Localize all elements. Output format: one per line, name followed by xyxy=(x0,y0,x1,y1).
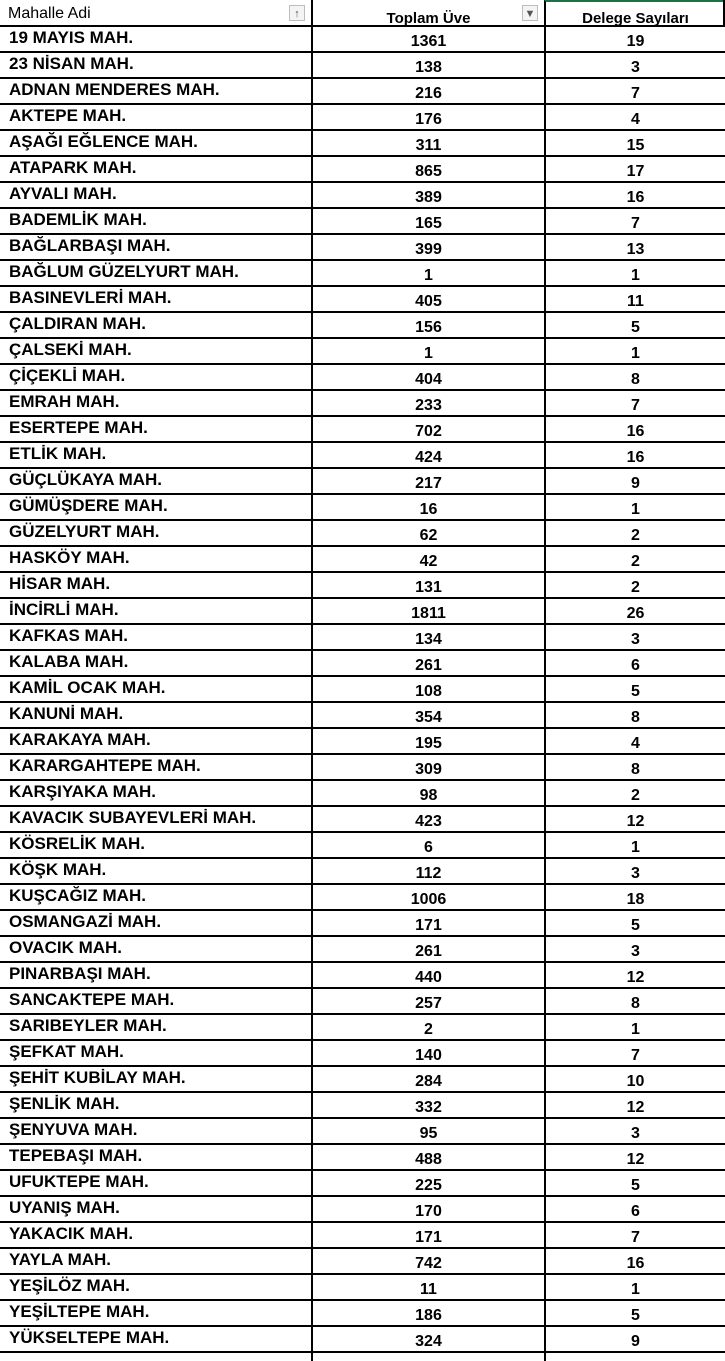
cell-delege-sayilari[interactable]: 7 xyxy=(544,1223,725,1247)
cell-delege-sayilari[interactable]: 6 xyxy=(544,1197,725,1221)
table-row[interactable] xyxy=(0,1171,725,1197)
cell-toplam-uye[interactable]: 702 xyxy=(311,417,544,441)
cell-toplam-uye[interactable]: 11 xyxy=(311,1275,544,1299)
table-row[interactable] xyxy=(0,833,725,859)
cell-mahalle-adi[interactable]: YAKACIK MAH. xyxy=(9,1224,134,1243)
cell-delege-sayilari[interactable]: 1 xyxy=(544,339,725,363)
cell-mahalle-adi[interactable]: 23 NİSAN MAH. xyxy=(9,54,134,73)
cell-mahalle-adi[interactable]: KALABA MAH. xyxy=(9,652,129,671)
table-row[interactable] xyxy=(0,235,725,261)
cell-delege-sayilari[interactable]: 1 xyxy=(544,833,725,857)
header-delege-sayilari-label: Delege Sayıları xyxy=(582,10,689,27)
table-row[interactable] xyxy=(0,1067,725,1093)
cell-mahalle-adi[interactable]: ADNAN MENDERES MAH. xyxy=(9,80,220,99)
sort-ascending-icon[interactable]: ↑ xyxy=(289,5,305,21)
table-row[interactable] xyxy=(0,521,725,547)
cell-delege-sayilari[interactable]: 7 xyxy=(544,1041,725,1065)
cell-delege-sayilari[interactable]: 7 xyxy=(544,209,725,233)
table-row[interactable] xyxy=(0,391,725,417)
table-row[interactable] xyxy=(0,1093,725,1119)
cell-toplam-uye[interactable]: 156 xyxy=(311,313,544,337)
header-toplam-uye-label: Toplam Üve xyxy=(386,10,471,27)
cell-delege-sayilari[interactable]: 5 xyxy=(544,1171,725,1195)
cell-delege-sayilari[interactable]: 12 xyxy=(544,807,725,831)
cell-delege-sayilari[interactable]: 5 xyxy=(544,677,725,701)
table-row[interactable] xyxy=(0,911,725,937)
column-divider xyxy=(311,1353,313,1361)
cell-toplam-uye[interactable]: 742 xyxy=(311,1249,544,1273)
table-row[interactable] xyxy=(0,703,725,729)
cell-mahalle-adi[interactable]: KÖSRELİK MAH. xyxy=(9,834,145,853)
table-row[interactable] xyxy=(0,807,725,833)
cell-toplam-uye[interactable]: 165 xyxy=(311,209,544,233)
table-row[interactable] xyxy=(0,157,725,183)
cell-mahalle-adi[interactable]: KARAKAYA MAH. xyxy=(9,730,151,749)
cell-delege-sayilari[interactable]: 1 xyxy=(544,495,725,519)
cell-delege-sayilari[interactable]: 12 xyxy=(544,1093,725,1117)
cell-toplam-uye[interactable]: 108 xyxy=(311,677,544,701)
table-body xyxy=(0,27,725,1353)
cell-mahalle-adi[interactable]: YEŞİLTEPE MAH. xyxy=(9,1302,150,1321)
cell-toplam-uye[interactable]: 62 xyxy=(311,521,544,545)
cell-mahalle-adi[interactable]: OVACIK MAH. xyxy=(9,938,123,957)
table-row[interactable] xyxy=(0,1249,725,1275)
table-row[interactable] xyxy=(0,131,725,157)
cell-mahalle-adi[interactable]: SARIBEYLER MAH. xyxy=(9,1016,167,1035)
table-row[interactable] xyxy=(0,339,725,365)
cell-toplam-uye[interactable]: 354 xyxy=(311,703,544,727)
table-row[interactable] xyxy=(0,599,725,625)
cell-mahalle-adi[interactable]: KARARGAHTEPE MAH. xyxy=(9,756,201,775)
cell-toplam-uye[interactable]: 324 xyxy=(311,1327,544,1351)
cell-mahalle-adi[interactable]: BAĞLARBAŞI MAH. xyxy=(9,236,171,255)
cell-mahalle-adi[interactable]: İNCİRLİ MAH. xyxy=(9,600,119,619)
cell-mahalle-adi[interactable]: PINARBAŞI MAH. xyxy=(9,964,151,983)
cell-mahalle-adi[interactable]: EMRAH MAH. xyxy=(9,392,120,411)
cell-toplam-uye[interactable]: 423 xyxy=(311,807,544,831)
table-row[interactable] xyxy=(0,1223,725,1249)
cell-mahalle-adi[interactable]: 19 MAYIS MAH. xyxy=(9,28,134,47)
cell-toplam-uye[interactable]: 261 xyxy=(311,937,544,961)
cell-mahalle-adi[interactable]: ÇALDIRAN MAH. xyxy=(9,314,146,333)
header-toplam-uye[interactable] xyxy=(311,0,544,27)
table-row[interactable] xyxy=(0,1327,725,1353)
table-row[interactable] xyxy=(0,677,725,703)
cell-delege-sayilari[interactable]: 7 xyxy=(544,79,725,103)
table-row[interactable] xyxy=(0,781,725,807)
cell-delege-sayilari[interactable]: 3 xyxy=(544,937,725,961)
table-row[interactable] xyxy=(0,313,725,339)
table-row[interactable] xyxy=(0,1119,725,1145)
cell-delege-sayilari[interactable]: 2 xyxy=(544,547,725,571)
cell-delege-sayilari[interactable]: 5 xyxy=(544,911,725,935)
cell-mahalle-adi[interactable]: SANCAKTEPE MAH. xyxy=(9,990,175,1009)
cell-delege-sayilari[interactable]: 3 xyxy=(544,1119,725,1143)
cell-mahalle-adi[interactable]: KÖŞK MAH. xyxy=(9,860,107,879)
cell-toplam-uye[interactable]: 225 xyxy=(311,1171,544,1195)
table-row[interactable] xyxy=(0,261,725,287)
cell-mahalle-adi[interactable]: TEPEBAŞI MAH. xyxy=(9,1146,143,1165)
table-row[interactable] xyxy=(0,1041,725,1067)
cell-delege-sayilari[interactable]: 10 xyxy=(544,1067,725,1091)
cell-mahalle-adi[interactable]: GÜMÜŞDERE MAH. xyxy=(9,496,168,515)
cell-mahalle-adi[interactable]: YAYLA MAH. xyxy=(9,1250,112,1269)
header-mahalle-adi-label: Mahalle Adi xyxy=(8,5,91,22)
cell-delege-sayilari[interactable]: 1 xyxy=(544,261,725,285)
table-row[interactable] xyxy=(0,625,725,651)
cell-delege-sayilari[interactable]: 16 xyxy=(544,183,725,207)
cell-toplam-uye[interactable]: 216 xyxy=(311,79,544,103)
cell-toplam-uye[interactable]: 140 xyxy=(311,1041,544,1065)
table-row[interactable] xyxy=(0,885,725,911)
table-row[interactable] xyxy=(0,105,725,131)
cell-toplam-uye[interactable]: 1006 xyxy=(311,885,544,909)
table-row[interactable] xyxy=(0,495,725,521)
cell-toplam-uye[interactable]: 171 xyxy=(311,911,544,935)
cell-delege-sayilari[interactable]: 12 xyxy=(544,1145,725,1169)
cell-toplam-uye[interactable]: 2 xyxy=(311,1015,544,1039)
cell-mahalle-adi[interactable]: GÜÇLÜKAYA MAH. xyxy=(9,470,163,489)
cell-toplam-uye[interactable]: 195 xyxy=(311,729,544,753)
cell-toplam-uye[interactable]: 1 xyxy=(311,261,544,285)
cell-delege-sayilari[interactable]: 2 xyxy=(544,781,725,805)
cell-delege-sayilari[interactable]: 16 xyxy=(544,443,725,467)
cell-delege-sayilari[interactable]: 26 xyxy=(544,599,725,623)
cell-mahalle-adi[interactable]: AKTEPE MAH. xyxy=(9,106,127,125)
table-row[interactable] xyxy=(0,1275,725,1301)
table-row[interactable] xyxy=(0,651,725,677)
cell-toplam-uye[interactable]: 1811 xyxy=(311,599,544,623)
cell-delege-sayilari[interactable]: 3 xyxy=(544,625,725,649)
cell-mahalle-adi[interactable]: KUŞCAĞIZ MAH. xyxy=(9,886,146,905)
cell-mahalle-adi[interactable]: BAĞLUM GÜZELYURT MAH. xyxy=(9,262,239,281)
cell-toplam-uye[interactable]: 176 xyxy=(311,105,544,129)
cell-mahalle-adi[interactable]: OSMANGAZİ MAH. xyxy=(9,912,162,931)
cell-mahalle-adi[interactable]: KAFKAS MAH. xyxy=(9,626,128,645)
cell-mahalle-adi[interactable]: GÜZELYURT MAH. xyxy=(9,522,160,541)
cell-toplam-uye[interactable]: 42 xyxy=(311,547,544,571)
table-row[interactable] xyxy=(0,287,725,313)
cell-mahalle-adi[interactable]: AŞAĞI EĞLENCE MAH. xyxy=(9,132,198,151)
table-row[interactable] xyxy=(0,209,725,235)
table-row[interactable] xyxy=(0,53,725,79)
cell-mahalle-adi[interactable]: YÜKSELTEPE MAH. xyxy=(9,1328,170,1347)
table-row[interactable] xyxy=(0,79,725,105)
table-row[interactable] xyxy=(0,937,725,963)
header-mahalle-adi[interactable] xyxy=(0,0,311,27)
cell-toplam-uye[interactable]: 170 xyxy=(311,1197,544,1221)
cell-toplam-uye[interactable]: 332 xyxy=(311,1093,544,1117)
cell-delege-sayilari[interactable]: 5 xyxy=(544,1301,725,1325)
cell-mahalle-adi[interactable]: HASKÖY MAH. xyxy=(9,548,130,567)
table-row[interactable] xyxy=(0,365,725,391)
cell-mahalle-adi[interactable]: ÇALSEKİ MAH. xyxy=(9,340,132,359)
cell-toplam-uye[interactable]: 1 xyxy=(311,339,544,363)
cell-delege-sayilari[interactable]: 7 xyxy=(544,391,725,415)
table-row[interactable] xyxy=(0,443,725,469)
cell-toplam-uye[interactable]: 98 xyxy=(311,781,544,805)
cell-mahalle-adi[interactable]: ŞENLİK MAH. xyxy=(9,1094,120,1113)
table-row[interactable] xyxy=(0,183,725,209)
cell-toplam-uye[interactable]: 424 xyxy=(311,443,544,467)
cell-delege-sayilari[interactable]: 1 xyxy=(544,1275,725,1299)
cell-toplam-uye[interactable]: 233 xyxy=(311,391,544,415)
cell-toplam-uye[interactable]: 865 xyxy=(311,157,544,181)
cell-delege-sayilari[interactable]: 19 xyxy=(544,27,725,51)
cell-mahalle-adi[interactable]: KAVACIK SUBAYEVLERİ MAH. xyxy=(9,808,257,827)
cell-delege-sayilari[interactable]: 2 xyxy=(544,573,725,597)
cell-delege-sayilari[interactable]: 4 xyxy=(544,729,725,753)
cell-delege-sayilari[interactable]: 9 xyxy=(544,469,725,493)
cell-toplam-uye[interactable]: 309 xyxy=(311,755,544,779)
cell-toplam-uye[interactable]: 257 xyxy=(311,989,544,1013)
table-row[interactable] xyxy=(0,469,725,495)
grid-bottom-edge xyxy=(0,1353,725,1361)
cell-delege-sayilari[interactable]: 17 xyxy=(544,157,725,181)
cell-toplam-uye[interactable]: 134 xyxy=(311,625,544,649)
cell-mahalle-adi[interactable]: ATAPARK MAH. xyxy=(9,158,137,177)
cell-toplam-uye[interactable]: 186 xyxy=(311,1301,544,1325)
table-row[interactable] xyxy=(0,1015,725,1041)
cell-mahalle-adi[interactable]: BASINEVLERİ MAH. xyxy=(9,288,172,307)
cell-mahalle-adi[interactable]: ŞENYUVA MAH. xyxy=(9,1120,138,1139)
cell-toplam-uye[interactable]: 311 xyxy=(311,131,544,155)
table-row[interactable] xyxy=(0,547,725,573)
cell-delege-sayilari[interactable]: 3 xyxy=(544,859,725,883)
table-row[interactable] xyxy=(0,755,725,781)
cell-delege-sayilari[interactable]: 16 xyxy=(544,1249,725,1273)
filter-dropdown-icon[interactable]: ▼ xyxy=(522,5,538,21)
header-delege-sayilari[interactable] xyxy=(544,0,725,27)
cell-toplam-uye[interactable]: 389 xyxy=(311,183,544,207)
cell-mahalle-adi[interactable]: ŞEFKAT MAH. xyxy=(9,1042,124,1061)
cell-toplam-uye[interactable]: 95 xyxy=(311,1119,544,1143)
table-row[interactable] xyxy=(0,27,725,53)
cell-mahalle-adi[interactable]: ESERTEPE MAH. xyxy=(9,418,148,437)
table-row[interactable] xyxy=(0,417,725,443)
table-row[interactable] xyxy=(0,1301,725,1327)
cell-toplam-uye[interactable]: 440 xyxy=(311,963,544,987)
cell-toplam-uye[interactable]: 6 xyxy=(311,833,544,857)
cell-delege-sayilari[interactable]: 5 xyxy=(544,313,725,337)
cell-delege-sayilari[interactable]: 8 xyxy=(544,755,725,779)
cell-toplam-uye[interactable]: 131 xyxy=(311,573,544,597)
cell-delege-sayilari[interactable]: 15 xyxy=(544,131,725,155)
cell-delege-sayilari[interactable]: 6 xyxy=(544,651,725,675)
cell-delege-sayilari[interactable]: 4 xyxy=(544,105,725,129)
cell-mahalle-adi[interactable]: ETLİK MAH. xyxy=(9,444,107,463)
cell-mahalle-adi[interactable]: KANUNİ MAH. xyxy=(9,704,124,723)
cell-mahalle-adi[interactable]: UFUKTEPE MAH. xyxy=(9,1172,149,1191)
cell-toplam-uye[interactable]: 217 xyxy=(311,469,544,493)
cell-delege-sayilari[interactable]: 11 xyxy=(544,287,725,311)
cell-toplam-uye[interactable]: 16 xyxy=(311,495,544,519)
column-divider xyxy=(544,1353,546,1361)
cell-mahalle-adi[interactable]: KARŞIYAKA MAH. xyxy=(9,782,157,801)
table-row[interactable] xyxy=(0,573,725,599)
cell-toplam-uye[interactable]: 284 xyxy=(311,1067,544,1091)
table-row[interactable] xyxy=(0,1197,725,1223)
cell-delege-sayilari[interactable]: 3 xyxy=(544,53,725,77)
cell-delege-sayilari[interactable]: 8 xyxy=(544,703,725,727)
cell-toplam-uye[interactable]: 261 xyxy=(311,651,544,675)
table-row[interactable] xyxy=(0,989,725,1015)
cell-mahalle-adi[interactable]: BADEMLİK MAH. xyxy=(9,210,147,229)
cell-mahalle-adi[interactable]: HİSAR MAH. xyxy=(9,574,111,593)
cell-delege-sayilari[interactable]: 9 xyxy=(544,1327,725,1351)
cell-delege-sayilari[interactable]: 1 xyxy=(544,1015,725,1039)
cell-delege-sayilari[interactable]: 12 xyxy=(544,963,725,987)
cell-mahalle-adi[interactable]: KAMİL OCAK MAH. xyxy=(9,678,166,697)
cell-toplam-uye[interactable]: 488 xyxy=(311,1145,544,1169)
cell-delege-sayilari[interactable]: 16 xyxy=(544,417,725,441)
table-row[interactable] xyxy=(0,1145,725,1171)
cell-delege-sayilari[interactable]: 13 xyxy=(544,235,725,259)
cell-delege-sayilari[interactable]: 18 xyxy=(544,885,725,909)
cell-toplam-uye[interactable]: 112 xyxy=(311,859,544,883)
cell-mahalle-adi[interactable]: ÇİÇEKLİ MAH. xyxy=(9,366,126,385)
cell-mahalle-adi[interactable]: AYVALI MAH. xyxy=(9,184,117,203)
table-row[interactable] xyxy=(0,859,725,885)
table-row[interactable] xyxy=(0,963,725,989)
cell-toplam-uye[interactable]: 171 xyxy=(311,1223,544,1247)
cell-toplam-uye[interactable]: 138 xyxy=(311,53,544,77)
cell-toplam-uye[interactable]: 1361 xyxy=(311,27,544,51)
table-row[interactable] xyxy=(0,729,725,755)
cell-delege-sayilari[interactable]: 8 xyxy=(544,365,725,389)
cell-mahalle-adi[interactable]: YEŞİLÖZ MAH. xyxy=(9,1276,130,1295)
cell-mahalle-adi[interactable]: ŞEHİT KUBİLAY MAH. xyxy=(9,1068,186,1087)
cell-toplam-uye[interactable]: 399 xyxy=(311,235,544,259)
cell-mahalle-adi[interactable]: UYANIŞ MAH. xyxy=(9,1198,120,1217)
cell-toplam-uye[interactable]: 405 xyxy=(311,287,544,311)
cell-delege-sayilari[interactable]: 2 xyxy=(544,521,725,545)
cell-delege-sayilari[interactable]: 8 xyxy=(544,989,725,1013)
cell-toplam-uye[interactable]: 404 xyxy=(311,365,544,389)
